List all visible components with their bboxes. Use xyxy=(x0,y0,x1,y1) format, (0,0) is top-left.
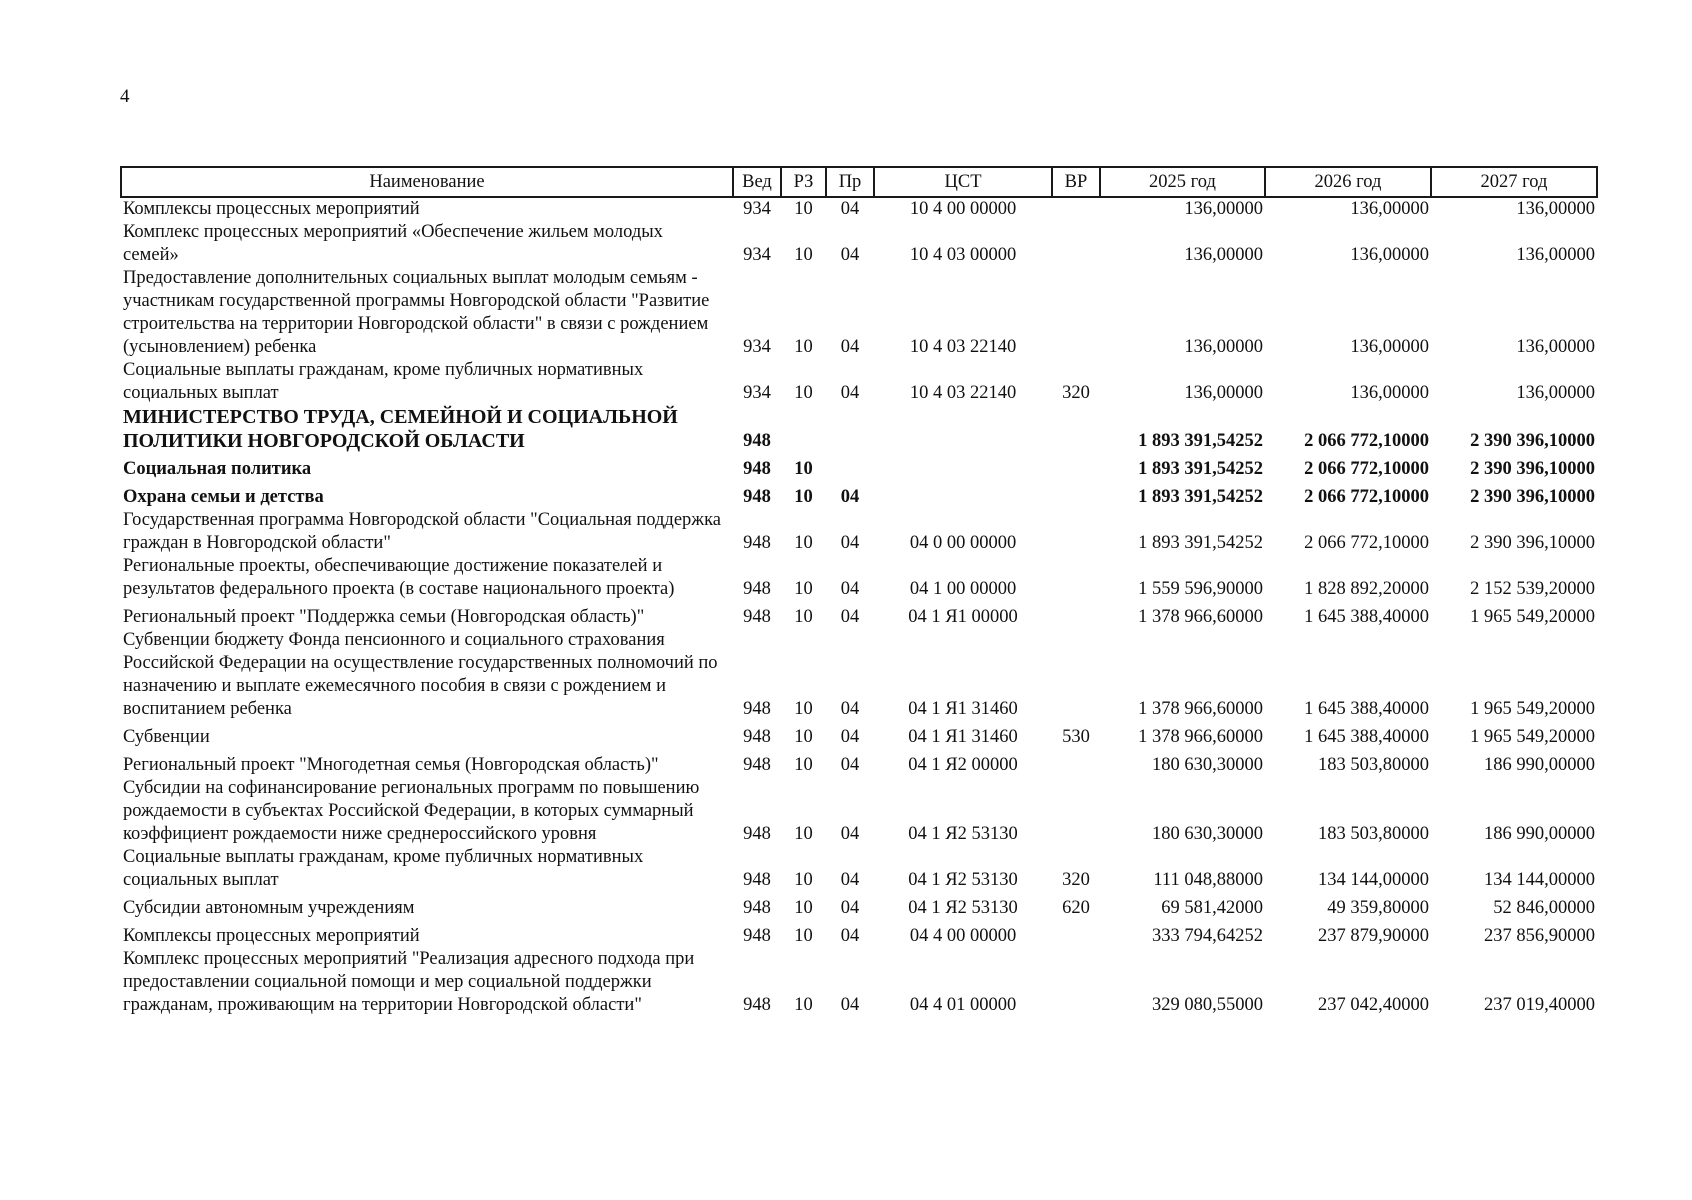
row-vr xyxy=(1052,777,1100,846)
row-vr xyxy=(1052,749,1100,777)
row-2027: 2 390 396,10000 xyxy=(1470,487,1595,507)
row-2025: 180 630,30000 xyxy=(1152,824,1263,844)
row-rz: 10 xyxy=(794,459,813,479)
row-cst: 04 1 Я2 53130 xyxy=(908,824,1018,844)
table-row xyxy=(121,197,1597,221)
row-pr: 04 xyxy=(840,533,860,553)
budget-table xyxy=(120,166,1598,1017)
row-rz: 10 xyxy=(794,383,813,403)
row-pr: 04 xyxy=(840,727,860,747)
row-pr xyxy=(826,453,874,481)
row-rz: 10 xyxy=(794,995,813,1015)
row-2026: 183 503,80000 xyxy=(1318,824,1429,844)
row-ved: 948 xyxy=(743,898,771,918)
row-pr xyxy=(826,405,874,453)
row-cst: 04 0 00 00000 xyxy=(909,533,1017,553)
row-rz: 10 xyxy=(794,870,813,890)
header-row xyxy=(121,167,1597,197)
row-2026: 1 645 388,40000 xyxy=(1304,699,1429,719)
row-name: Социальные выплаты гражданам, кроме публичных нормативных социальных выплат xyxy=(123,360,644,403)
row-cst: 10 4 03 00000 xyxy=(909,245,1017,265)
row-pr: 04 xyxy=(840,755,860,775)
row-rz: 10 xyxy=(794,337,813,357)
row-2027: 1 965 549,20000 xyxy=(1470,699,1595,719)
row-vr xyxy=(1052,629,1100,721)
row-rz: 10 xyxy=(794,898,813,918)
row-vr: 320 xyxy=(1062,870,1090,890)
row-vr: 530 xyxy=(1062,727,1090,747)
row-name: Комплексы процессных мероприятий xyxy=(123,926,420,946)
table-row xyxy=(121,892,1597,920)
table-row xyxy=(121,267,1597,359)
row-ved: 934 xyxy=(743,383,771,403)
row-2027: 52 846,00000 xyxy=(1493,898,1595,918)
row-rz: 10 xyxy=(794,755,813,775)
row-ved: 948 xyxy=(743,755,771,775)
row-2025: 1 893 391,54252 xyxy=(1138,533,1263,553)
row-2025: 1 378 966,60000 xyxy=(1138,699,1263,719)
row-ved: 934 xyxy=(743,245,771,265)
row-name: Охрана семьи и детства xyxy=(123,487,324,507)
table-row xyxy=(121,453,1597,481)
row-pr: 04 xyxy=(840,607,860,627)
table-row xyxy=(121,749,1597,777)
row-pr: 04 xyxy=(840,245,860,265)
row-2025: 136,00000 xyxy=(1184,337,1263,357)
row-2027: 2 152 539,20000 xyxy=(1470,579,1595,599)
row-2025: 136,00000 xyxy=(1184,199,1263,219)
row-vr: 320 xyxy=(1062,383,1090,403)
row-2026: 2 066 772,10000 xyxy=(1304,487,1429,507)
row-vr xyxy=(1052,221,1100,267)
row-2025: 1 378 966,60000 xyxy=(1138,607,1263,627)
row-cst: 04 1 Я1 00000 xyxy=(908,607,1018,627)
row-2026: 1 645 388,40000 xyxy=(1304,727,1429,747)
row-2026: 136,00000 xyxy=(1350,245,1429,265)
row-2026: 2 066 772,10000 xyxy=(1304,431,1429,451)
row-name: Региональный проект "Многодетная семья (Новгородская область)" xyxy=(123,755,659,775)
row-name: Региональные проекты, обеспечивающие достижение показателей и результатов федерального проекта (в составе национального проекта) xyxy=(123,556,675,599)
header-2025: 2025 год xyxy=(1100,167,1265,197)
row-cst xyxy=(874,453,1052,481)
row-cst: 10 4 03 22140 xyxy=(909,337,1017,357)
row-name: Социальная политика xyxy=(123,459,312,479)
row-2025: 329 080,55000 xyxy=(1152,995,1263,1015)
row-2027: 186 990,00000 xyxy=(1484,755,1595,775)
row-pr: 04 xyxy=(840,824,860,844)
header-cst: ЦСТ xyxy=(874,167,1052,197)
row-2026: 136,00000 xyxy=(1350,337,1429,357)
row-name: Государственная программа Новгородской области "Социальная поддержка граждан в Новгородской области" xyxy=(123,510,721,553)
table-row xyxy=(121,721,1597,749)
row-2025: 180 630,30000 xyxy=(1152,755,1263,775)
row-vr xyxy=(1052,453,1100,481)
row-name: Субвенции xyxy=(123,727,210,747)
row-vr xyxy=(1052,920,1100,948)
table-row xyxy=(121,601,1597,629)
page-number: 4 xyxy=(120,86,130,107)
row-2026: 237 042,40000 xyxy=(1318,995,1429,1015)
row-pr: 04 xyxy=(840,383,860,403)
row-2026: 1 828 892,20000 xyxy=(1304,579,1429,599)
row-cst xyxy=(874,405,1052,453)
row-pr: 04 xyxy=(840,337,860,357)
row-ved: 934 xyxy=(743,337,771,357)
row-2026: 136,00000 xyxy=(1350,199,1429,219)
row-ved: 948 xyxy=(743,487,771,507)
row-cst: 04 4 01 00000 xyxy=(909,995,1017,1015)
row-ved: 934 xyxy=(743,199,771,219)
row-2027: 2 390 396,10000 xyxy=(1470,431,1595,451)
row-2027: 186 990,00000 xyxy=(1484,824,1595,844)
row-rz: 10 xyxy=(794,727,813,747)
row-2025: 111 048,88000 xyxy=(1153,870,1263,890)
row-cst: 10 4 00 00000 xyxy=(909,199,1017,219)
row-2025: 333 794,64252 xyxy=(1152,926,1263,946)
row-2027: 134 144,00000 xyxy=(1484,870,1595,890)
row-2025: 1 893 391,54252 xyxy=(1138,459,1263,479)
row-2026: 183 503,80000 xyxy=(1318,755,1429,775)
row-rz: 10 xyxy=(794,245,813,265)
row-ved: 948 xyxy=(743,699,771,719)
row-2027: 136,00000 xyxy=(1516,337,1595,357)
row-vr xyxy=(1052,197,1100,221)
row-pr: 04 xyxy=(840,995,860,1015)
row-name: Комплекс процессных мероприятий "Реализация адресного подхода при предоставлении социальной помощи и мер социальной поддержки гражданам, проживающим на территории Новгородской области" xyxy=(123,949,695,1015)
table-row xyxy=(121,920,1597,948)
row-2026: 2 066 772,10000 xyxy=(1304,459,1429,479)
row-2025: 1 893 391,54252 xyxy=(1138,431,1263,451)
row-pr: 04 xyxy=(840,487,860,507)
row-cst: 04 4 00 00000 xyxy=(909,926,1017,946)
row-vr xyxy=(1052,481,1100,509)
row-rz: 10 xyxy=(794,487,813,507)
table-row xyxy=(121,948,1597,1017)
row-2026: 237 879,90000 xyxy=(1318,926,1429,946)
row-name: Региональный проект "Поддержка семьи (Новгородская область)" xyxy=(123,607,645,627)
row-ved: 948 xyxy=(743,870,771,890)
header-vr: ВР xyxy=(1052,167,1100,197)
row-pr: 04 xyxy=(840,870,860,890)
row-2027: 136,00000 xyxy=(1516,245,1595,265)
row-cst: 04 1 Я2 00000 xyxy=(908,755,1018,775)
header-2027: 2027 год xyxy=(1431,167,1597,197)
row-cst: 04 1 Я1 31460 xyxy=(908,699,1018,719)
header-rz: РЗ xyxy=(781,167,826,197)
table-row xyxy=(121,846,1597,892)
row-vr xyxy=(1052,267,1100,359)
row-2025: 1 893 391,54252 xyxy=(1138,487,1263,507)
row-rz xyxy=(781,405,826,453)
row-2025: 1 559 596,90000 xyxy=(1138,579,1263,599)
row-vr: 620 xyxy=(1062,898,1090,918)
row-rz: 10 xyxy=(794,607,813,627)
row-pr: 04 xyxy=(840,926,860,946)
row-2027: 2 390 396,10000 xyxy=(1470,533,1595,553)
row-name: Субвенции бюджету Фонда пенсионного и социального страхования Российской Федерации на осуществление государственных полномочий по назначению и выплате ежемесячного пособия в связи с рождением и воспитанием ребенка xyxy=(123,630,718,719)
row-ved: 948 xyxy=(743,995,771,1015)
row-name: МИНИСТЕРСТВО ТРУДА, СЕМЕЙНОЙ И СОЦИАЛЬНОЙ ПОЛИТИКИ НОВГОРОДСКОЙ ОБЛАСТИ xyxy=(123,406,678,452)
row-ved: 948 xyxy=(743,459,771,479)
table-row xyxy=(121,777,1597,846)
row-ved: 948 xyxy=(743,579,771,599)
row-vr xyxy=(1052,405,1100,453)
row-ved: 948 xyxy=(743,533,771,553)
row-2027: 136,00000 xyxy=(1516,199,1595,219)
row-name: Социальные выплаты гражданам, кроме публичных нормативных социальных выплат xyxy=(123,847,644,890)
header-ved: Вед xyxy=(733,167,781,197)
row-cst: 04 1 Я2 53130 xyxy=(908,898,1018,918)
row-vr xyxy=(1052,555,1100,601)
row-vr xyxy=(1052,948,1100,1017)
row-2026: 2 066 772,10000 xyxy=(1304,533,1429,553)
row-rz: 10 xyxy=(794,533,813,553)
row-name: Комплексы процессных мероприятий xyxy=(123,199,420,219)
row-name: Комплекс процессных мероприятий «Обеспечение жильем молодых семей» xyxy=(123,222,663,265)
row-name: Предоставление дополнительных социальных выплат молодым семьям - участникам государственной программы Новгородской области "Развитие строительства на территории Новгородской области" в связи с рождением (усыновлением) ребенка xyxy=(123,268,710,357)
row-rz: 10 xyxy=(794,824,813,844)
table-row xyxy=(121,481,1597,509)
table-row xyxy=(121,405,1597,453)
row-2027: 1 965 549,20000 xyxy=(1470,727,1595,747)
row-pr: 04 xyxy=(840,699,860,719)
row-2025: 69 581,42000 xyxy=(1161,898,1263,918)
table-row xyxy=(121,359,1597,405)
row-name: Субсидии на софинансирование региональных программ по повышению рождаемости в субъектах Российской Федерации, в которых суммарный коэффициент рождаемости ниже среднероссийского уровня xyxy=(123,778,700,844)
table-row xyxy=(121,555,1597,601)
row-2025: 136,00000 xyxy=(1184,383,1263,403)
row-rz: 10 xyxy=(794,926,813,946)
row-ved: 948 xyxy=(743,431,771,451)
row-pr: 04 xyxy=(840,199,860,219)
row-2027: 237 856,90000 xyxy=(1484,926,1595,946)
row-name: Субсидии автономным учреждениям xyxy=(123,898,415,918)
row-cst: 04 1 Я2 53130 xyxy=(908,870,1018,890)
row-ved: 948 xyxy=(743,607,771,627)
row-rz: 10 xyxy=(794,699,813,719)
header-pr: Пр xyxy=(826,167,874,197)
row-pr: 04 xyxy=(840,898,860,918)
row-vr xyxy=(1052,601,1100,629)
row-2026: 49 359,80000 xyxy=(1327,898,1429,918)
row-cst: 10 4 03 22140 xyxy=(909,383,1017,403)
row-cst: 04 1 00 00000 xyxy=(909,579,1017,599)
row-2025: 136,00000 xyxy=(1184,245,1263,265)
table-row xyxy=(121,509,1597,555)
row-rz: 10 xyxy=(794,579,813,599)
table-row xyxy=(121,629,1597,721)
row-ved: 948 xyxy=(743,727,771,747)
row-2027: 136,00000 xyxy=(1516,383,1595,403)
row-2026: 136,00000 xyxy=(1350,383,1429,403)
row-2026: 134 144,00000 xyxy=(1318,870,1429,890)
row-2025: 1 378 966,60000 xyxy=(1138,727,1263,747)
row-vr xyxy=(1052,509,1100,555)
header-2026: 2026 год xyxy=(1265,167,1431,197)
row-2027: 237 019,40000 xyxy=(1484,995,1595,1015)
row-ved: 948 xyxy=(743,824,771,844)
table-row xyxy=(121,221,1597,267)
row-2027: 1 965 549,20000 xyxy=(1470,607,1595,627)
row-ved: 948 xyxy=(743,926,771,946)
row-pr: 04 xyxy=(840,579,860,599)
row-cst: 04 1 Я1 31460 xyxy=(908,727,1018,747)
row-cst xyxy=(874,481,1052,509)
row-rz: 10 xyxy=(794,199,813,219)
row-2026: 1 645 388,40000 xyxy=(1304,607,1429,627)
header-name: Наименование xyxy=(121,167,733,197)
row-2027: 2 390 396,10000 xyxy=(1470,459,1595,479)
